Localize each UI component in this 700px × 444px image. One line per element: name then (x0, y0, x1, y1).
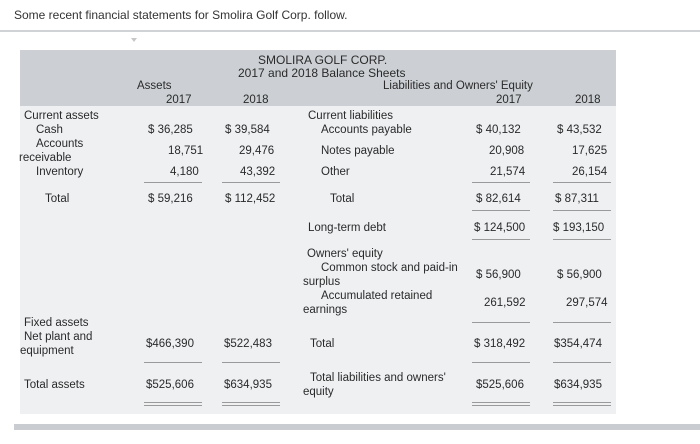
common-stock-label-2: surplus (303, 276, 341, 288)
cash-2017: $ 36,285 (148, 124, 193, 136)
owners-equity-label: Owners' equity (307, 248, 383, 260)
underline (472, 210, 530, 211)
long-term-debt-2017: $ 124,500 (474, 222, 526, 234)
retained-earnings-label-1: Accumulated retained (321, 290, 433, 302)
net-plant-2017: $466,390 (146, 338, 194, 350)
notes-payable-label: Notes payable (321, 145, 395, 157)
underline (472, 322, 530, 323)
year-2017-liab: 2017 (496, 94, 522, 106)
net-plant-2018: $522,483 (224, 338, 272, 350)
fixed-assets-label: Fixed assets (24, 317, 89, 329)
receivable-2018: 29,476 (239, 145, 275, 157)
assets-header: Assets (137, 80, 172, 92)
total-assets-label: Total assets (24, 379, 85, 391)
accounts-payable-2017: $ 40,132 (476, 124, 521, 136)
common-stock-2018: $ 56,900 (557, 269, 602, 281)
underline (553, 182, 611, 183)
current-liabilities-label: Current liabilities (308, 110, 394, 122)
total-current-assets-2018: $ 112,452 (225, 193, 276, 205)
caret-down-icon (131, 38, 137, 42)
total-current-liab-2017: $ 82,614 (476, 193, 521, 205)
net-plant-label-2: equipment (20, 345, 74, 357)
double-underline (472, 402, 530, 406)
total-assets-2017: $525,606 (146, 379, 194, 391)
accounts-payable-2018: $ 43,532 (557, 124, 602, 136)
inventory-label: Inventory (36, 166, 84, 178)
receivable-2017: 18,751 (168, 145, 204, 157)
notes-payable-2018: 17,625 (572, 145, 608, 157)
year-2017-assets: 2017 (166, 94, 192, 106)
double-underline (553, 402, 611, 406)
retained-earnings-2017: 261,592 (484, 297, 526, 309)
total-equity-2017: $ 318,492 (474, 338, 526, 350)
divider (14, 424, 700, 430)
total-current-liab-label: Total (330, 193, 355, 205)
other-label: Other (321, 166, 350, 178)
cash-2018: $ 39,584 (225, 124, 270, 136)
underline (222, 362, 280, 363)
year-2018-liab: 2018 (575, 94, 601, 106)
inventory-2017: 4,180 (170, 166, 199, 178)
other-2017: 21,574 (490, 166, 526, 178)
cash-label: Cash (36, 124, 63, 136)
total-current-assets-2017: $ 59,216 (148, 193, 193, 205)
underline (144, 362, 202, 363)
underline (472, 182, 530, 183)
retained-earnings-2018: 297,574 (566, 297, 608, 309)
other-2018: 26,154 (572, 166, 608, 178)
receivable-label-1: Accounts (36, 138, 84, 150)
underline (553, 362, 611, 363)
underline (222, 182, 280, 183)
year-2018-assets: 2018 (243, 94, 269, 106)
underline (553, 322, 611, 323)
net-plant-label-1: Net plant and (24, 331, 93, 343)
double-underline (222, 402, 280, 406)
intro-text: Some recent financial statements for Smolira Golf Corp. follow. (14, 8, 348, 22)
total-current-assets-label: Total (45, 193, 70, 205)
total-liab-equity-2017: $525,606 (476, 379, 524, 391)
company-name: SMOLIRA GOLF CORP. (258, 53, 388, 67)
divider (0, 30, 700, 32)
total-liab-equity-label-2: equity (303, 386, 334, 398)
liabilities-header: Liabilities and Owners' Equity (383, 80, 533, 92)
total-liab-equity-label-1: Total liabilities and owners' (310, 372, 446, 384)
total-assets-2018: $634,935 (224, 379, 272, 391)
sheet-subtitle: 2017 and 2018 Balance Sheets (238, 66, 406, 80)
long-term-debt-2018: $ 193,150 (553, 222, 605, 234)
underline (472, 362, 530, 363)
inventory-2018: 43,392 (240, 166, 276, 178)
notes-payable-2017: 20,908 (489, 145, 525, 157)
underline (553, 239, 611, 240)
total-current-liab-2018: $ 87,311 (555, 193, 599, 205)
underline (472, 239, 530, 240)
retained-earnings-label-2: earnings (303, 304, 348, 316)
receivable-label-2: receivable (19, 152, 72, 164)
long-term-debt-label: Long-term debt (308, 222, 386, 234)
current-assets-label: Current assets (24, 110, 99, 122)
accounts-payable-label: Accounts payable (321, 124, 412, 136)
underline (144, 182, 202, 183)
double-underline (144, 402, 202, 406)
total-liab-equity-2018: $634,935 (554, 379, 602, 391)
total-equity-label: Total (310, 338, 335, 350)
underline (553, 210, 611, 211)
total-equity-2018: $354,474 (554, 338, 602, 350)
common-stock-2017: $ 56,900 (476, 269, 521, 281)
common-stock-label-1: Common stock and paid-in (321, 262, 458, 274)
